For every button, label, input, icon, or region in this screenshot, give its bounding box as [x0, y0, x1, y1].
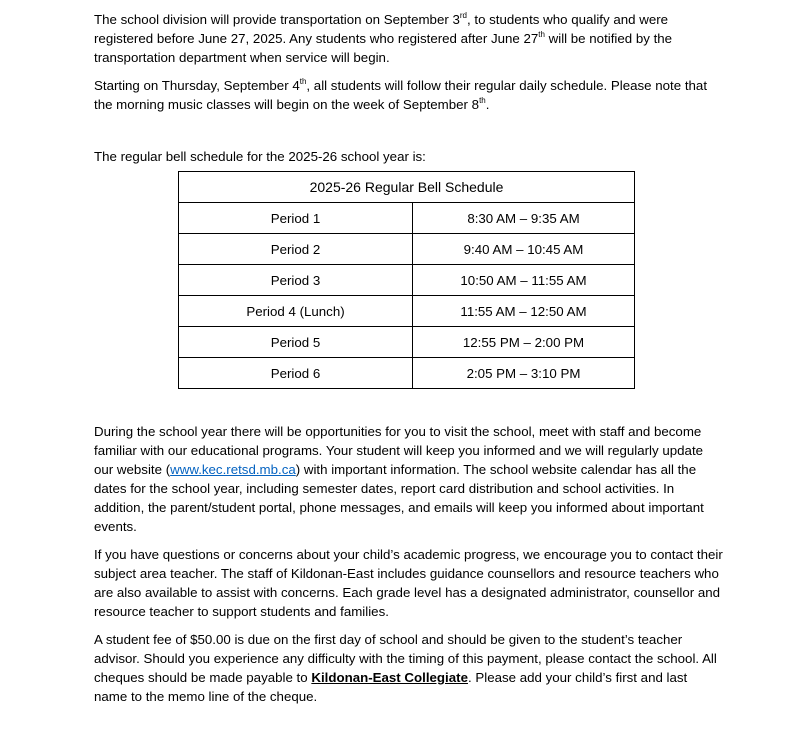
time-cell: 9:40 AM – 10:45 AM [413, 234, 635, 265]
table-row [179, 358, 635, 389]
time-cell: 8:30 AM – 9:35 AM [413, 203, 635, 234]
schedule-start-paragraph: Starting on Thursday, September 4th, all students will follow their regular daily schedule. Please note that the morning music classes will begin on the week of September 8th. [94, 77, 708, 112]
time-cell: 2:05 PM – 3:10 PM [413, 358, 635, 389]
table-row [179, 203, 635, 234]
school-name: Kildonan-East Collegiate [311, 670, 468, 685]
bell-schedule-table [178, 171, 635, 389]
document-page [94, 10, 724, 706]
concerns-paragraph: If you have questions or concerns about your child’s academic progress, we encourage you to contact their subject area teacher. The staff of Kildonan-East includes guidance counsellors and resource teachers who are also available to assist with concerns. Each grade level has a designated administrator, counsellor and resource teacher to support students and families. [94, 547, 723, 619]
time-cell: 11:55 AM – 12:50 AM [413, 296, 635, 327]
school-year-paragraph: During the school year there will be opportunities for you to visit the school, meet with staff and become familiar with our educational programs. Your student will keep you informed and we will regularly update our website (www.kec.retsd.mb.ca) with important information. The school website calendar has all the dates for the school year, including semester dates, report card distribution and school activities. In addition, the parent/student portal, phone messages, and emails will keep you informed about important events. [94, 424, 704, 534]
student-fee-paragraph: A student fee of $50.00 is due on the first day of school and should be given to the student’s teacher advisor. Should you experience any difficulty with the timing of this payment, please contact the school. All cheques should be made payable to Kildonan-East Collegiate. Please add your child’s first and last name to the memo line of the cheque. [94, 632, 717, 704]
time-cell: 10:50 AM – 11:55 AM [413, 265, 635, 296]
school-website-link[interactable]: www.kec.retsd.mb.ca [170, 462, 296, 477]
time-cell: 12:55 PM – 2:00 PM [413, 327, 635, 358]
table-row [179, 265, 635, 296]
table-title: 2025-26 Regular Bell Schedule [179, 172, 635, 203]
period-cell: Period 1 [179, 203, 413, 234]
table-row [179, 327, 635, 358]
period-cell: Period 6 [179, 358, 413, 389]
bell-schedule-intro: The regular bell schedule for the 2025-26 school year is: [94, 149, 426, 164]
period-cell: Period 2 [179, 234, 413, 265]
table-row [179, 234, 635, 265]
period-cell: Period 5 [179, 327, 413, 358]
transportation-paragraph: The school division will provide transportation on September 3rd, to students who qualify and were registered before June 27, 2025. Any students who registered after June 27th will be notified by the transportation department when service will begin. [94, 11, 673, 65]
period-cell: Period 3 [179, 265, 413, 296]
table-row [179, 296, 635, 327]
period-cell: Period 4 (Lunch) [179, 296, 413, 327]
